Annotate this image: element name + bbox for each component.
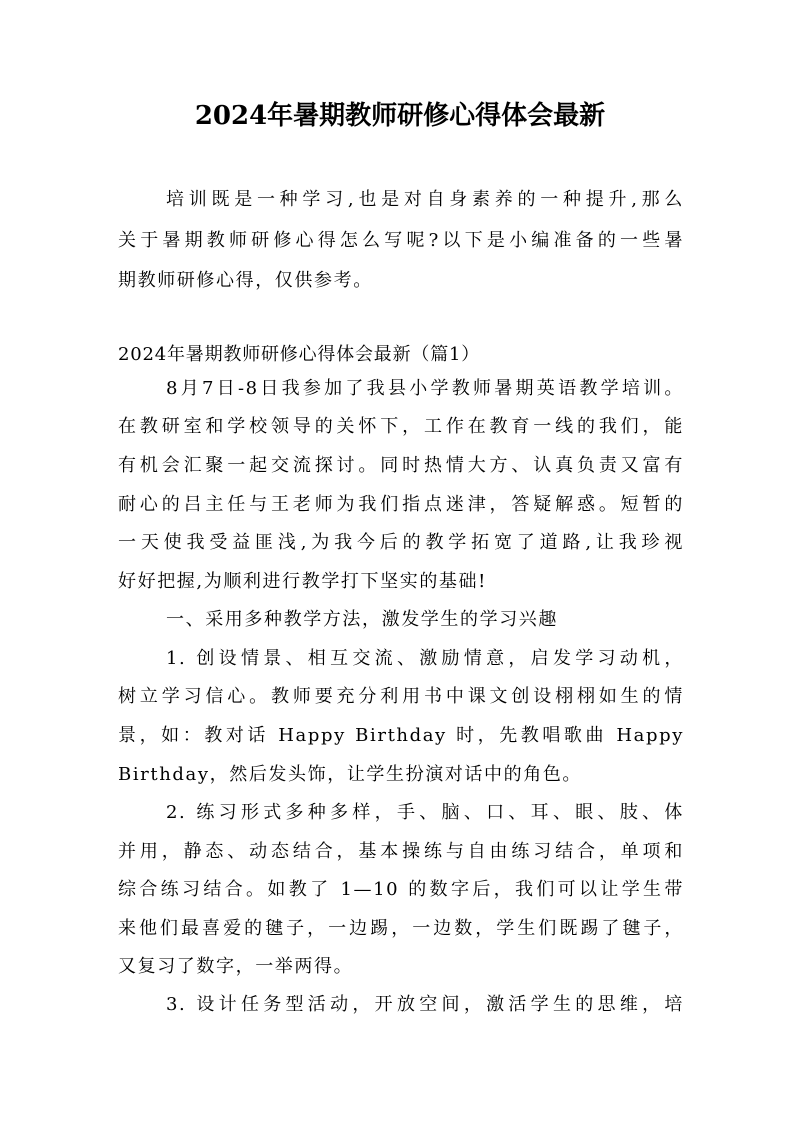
paragraph-line: 一天使我受益匪浅,为我今后的教学拓宽了道路,让我珍视 bbox=[118, 532, 684, 553]
item-line: 并用，静态、动态结合，基本操练与自由练习结合，单项和 bbox=[118, 841, 684, 862]
section-heading: 2024年暑期教师研修心得体会最新（篇1） bbox=[118, 344, 481, 365]
item-line: 1. 创设情景、相互交流、激励情意，启发学习动机， bbox=[166, 648, 684, 669]
item-line: 综合练习结合。如教了 1—10 的数字后，我们可以让学生带 bbox=[118, 879, 684, 900]
item-line: 景，如：教对话 Happy Birthday 时，先教唱歌曲 Happy bbox=[118, 725, 684, 746]
subheading: 一、采用多种教学方法，激发学生的学习兴趣 bbox=[166, 609, 558, 630]
paragraph-line: 8月7日-8日我参加了我县小学教师暑期英语教学培训。 bbox=[166, 378, 684, 399]
item-line: 又复习了数字，一举两得。 bbox=[118, 956, 354, 977]
item-line: Birthday，然后发头饰，让学生扮演对话中的角色。 bbox=[118, 764, 583, 785]
intro-line: 关于暑期教师研修心得怎么写呢?以下是小编准备的一些暑 bbox=[118, 230, 684, 251]
item-line: 2. 练习形式多种多样，手、脑、口、耳、眼、肢、体 bbox=[166, 802, 684, 823]
paragraph-line: 耐心的吕主任与王老师为我们指点迷津，答疑解惑。短暂的 bbox=[118, 494, 684, 515]
item-line: 树立学习信心。教师要充分利用书中课文创设栩栩如生的情 bbox=[118, 686, 684, 707]
item-line: 3. 设计任务型活动，开放空间，激活学生的思维，培 bbox=[166, 994, 684, 1015]
paragraph-line: 在教研室和学校领导的关怀下，工作在教育一线的我们，能 bbox=[118, 416, 684, 437]
paragraph-line: 好好把握,为顺利进行教学打下坚实的基础! bbox=[118, 571, 487, 592]
intro-line: 培训既是一种学习,也是对自身素养的一种提升,那么 bbox=[166, 189, 684, 210]
intro-line: 期教师研修心得，仅供参考。 bbox=[118, 270, 373, 291]
document-title: 2024年暑期教师研修心得体会最新 bbox=[194, 101, 606, 131]
paragraph-line: 有机会汇聚一起交流探讨。同时热情大方、认真负责又富有 bbox=[118, 455, 684, 476]
item-line: 来他们最喜爱的毽子，一边踢，一边数，学生们既踢了毽子， bbox=[118, 918, 684, 939]
